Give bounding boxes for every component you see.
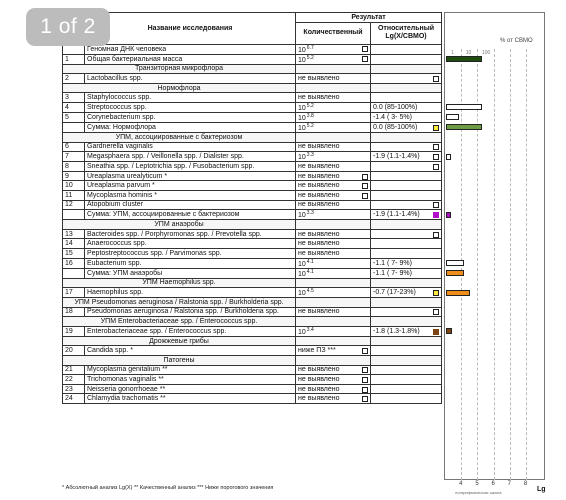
row-relative <box>371 346 442 356</box>
name-column-header: Название исследования <box>85 13 296 45</box>
row-name: Neisseria gonorrhoeae ** <box>85 384 296 394</box>
checkbox-icon <box>362 56 368 62</box>
section-label: Нормофлора <box>63 83 296 93</box>
table-row <box>63 239 442 249</box>
row-quantitative <box>296 181 371 191</box>
color-marker-icon <box>433 144 439 150</box>
row-relative <box>371 268 442 278</box>
table-row <box>63 181 442 191</box>
chart-bar <box>446 56 482 62</box>
table-row <box>63 326 442 336</box>
checkbox-icon <box>362 367 368 373</box>
quantitative-exponent: 3.3 <box>306 152 314 159</box>
row-name: Ureaplasma parvum * <box>85 181 296 191</box>
quantitative-value: не выявлено <box>298 182 340 190</box>
quantitative-exponent: 3.3 <box>306 210 314 217</box>
row-relative <box>371 181 442 191</box>
table-row <box>63 288 442 298</box>
quantitative-value: не выявлено <box>298 143 340 151</box>
relative-chart <box>444 12 545 482</box>
row-quantitative <box>296 384 371 394</box>
row-number: 17 <box>63 288 85 298</box>
row-number: 18 <box>63 307 85 317</box>
color-marker-icon <box>433 290 439 296</box>
row-number: 6 <box>63 142 85 152</box>
row-number: 10 <box>63 181 85 191</box>
table-header-row <box>63 13 442 23</box>
result-column-header: Результат <box>296 13 442 23</box>
row-quantitative <box>296 210 371 220</box>
quantitative-value: не выявлено <box>298 230 340 238</box>
row-number: 13 <box>63 229 85 239</box>
section-empty-cell <box>371 317 442 327</box>
color-marker-icon <box>433 154 439 160</box>
row-number: 21 <box>63 365 85 375</box>
row-name: Streptococcus spp. <box>85 102 296 112</box>
row-quantitative <box>296 162 371 172</box>
quantitative-value: ниже ПЗ *** <box>298 347 336 355</box>
row-quantitative <box>296 346 371 356</box>
quantitative-value: не выявлено <box>298 376 340 384</box>
chart-axis-note: логарифмическая шкала <box>455 490 502 495</box>
row-quantitative <box>296 200 371 210</box>
quantitative-value: не выявлено <box>298 201 340 209</box>
row-name: Haemophilus spp. <box>85 288 296 298</box>
row-relative <box>371 152 442 162</box>
row-relative <box>371 122 442 132</box>
table-row <box>63 346 442 356</box>
top-scale-label: 1 <box>451 50 454 56</box>
table-row <box>63 248 442 258</box>
table-row <box>63 54 442 64</box>
row-quantitative <box>296 190 371 200</box>
row-relative <box>371 229 442 239</box>
section-empty-cell <box>296 132 371 142</box>
row-name: Ureaplasma urealyticum * <box>85 171 296 181</box>
section-label: УПМ, ассоциированные с бактериозом <box>63 132 296 142</box>
row-quantitative <box>296 93 371 103</box>
table-row <box>63 307 442 317</box>
section-header-row <box>63 64 442 74</box>
row-quantitative <box>296 365 371 375</box>
table-row <box>63 122 442 132</box>
row-number: 1 <box>63 54 85 64</box>
table-row <box>63 44 442 54</box>
row-number: 16 <box>63 258 85 268</box>
table-row <box>63 74 442 84</box>
section-empty-cell <box>371 83 442 93</box>
chart-bar <box>446 104 482 110</box>
row-name: Lactobacillus spp. <box>85 74 296 84</box>
table-row <box>63 375 442 385</box>
row-quantitative <box>296 258 371 268</box>
row-quantitative <box>296 239 371 249</box>
section-empty-cell <box>296 356 371 366</box>
quantitative-value: не выявлено <box>298 74 340 82</box>
quantitative-value: 10 <box>298 212 306 220</box>
quantitative-value: 10 <box>298 154 306 162</box>
color-marker-icon <box>433 212 439 218</box>
relative-value: 0.0 (85-100%) <box>373 123 418 131</box>
footnote: * Абсолютный анализ Lg(X) ** Качественный анализ *** Ниже порогового значения <box>62 485 274 491</box>
x-tick-label: 4 <box>459 481 463 487</box>
grid-line <box>526 49 527 480</box>
row-relative <box>371 307 442 317</box>
table-row <box>63 152 442 162</box>
section-empty-cell <box>371 132 442 142</box>
table-row <box>63 384 442 394</box>
table-row <box>63 162 442 172</box>
row-name: Pseudomonas aeruginosa / Ralstonia spp. / Burkholderia spp. <box>85 307 296 317</box>
section-label: Дрожжевые грибы <box>63 336 296 346</box>
row-quantitative <box>296 102 371 112</box>
row-name: Trichomonas vaginalis ** <box>85 375 296 385</box>
row-number: 15 <box>63 248 85 258</box>
quantitative-value: 10 <box>298 104 306 112</box>
row-number: 14 <box>63 239 85 249</box>
x-tick-label: 6 <box>491 481 495 487</box>
row-name: Candida spp. * <box>85 346 296 356</box>
section-header-row <box>63 132 442 142</box>
row-relative <box>371 44 442 54</box>
row-number: 19 <box>63 326 85 336</box>
quantitative-exponent: 3.4 <box>306 326 314 333</box>
checkbox-icon <box>362 396 368 402</box>
row-number: 8 <box>63 162 85 172</box>
quantitative-value: 10 <box>298 114 306 122</box>
section-empty-cell <box>371 220 442 230</box>
table-row <box>63 210 442 220</box>
checkbox-icon <box>362 183 368 189</box>
row-relative <box>371 210 442 220</box>
row-relative <box>371 239 442 249</box>
row-quantitative <box>296 248 371 258</box>
results-table-body <box>63 44 442 403</box>
section-empty-cell <box>371 336 442 346</box>
quantitative-value: не выявлено <box>298 385 340 393</box>
quantitative-value: не выявлено <box>298 94 340 102</box>
section-header-row <box>63 336 442 346</box>
row-name: Mycoplasma genitalium ** <box>85 365 296 375</box>
section-header-row <box>63 298 442 308</box>
quantitative-exponent: 6.7 <box>306 44 314 51</box>
row-name: Peptostreptococcus spp. / Parvimonas spp. <box>85 248 296 258</box>
quantitative-value: не выявлено <box>298 308 340 316</box>
section-header-row <box>63 220 442 230</box>
row-name: Anaerococcus spp. <box>85 239 296 249</box>
quantitative-value: не выявлено <box>298 191 340 199</box>
section-empty-cell <box>296 278 371 288</box>
row-number: 23 <box>63 384 85 394</box>
section-label: Транзиторная микрофлора <box>63 64 296 74</box>
chart-bar <box>446 114 459 120</box>
row-quantitative <box>296 142 371 152</box>
row-name: Enterobacteriaceae spp. / Enterococcus spp. <box>85 326 296 336</box>
section-empty-cell <box>296 336 371 346</box>
grid-line <box>494 49 495 480</box>
row-relative <box>371 171 442 181</box>
quantitative-exponent: 4.5 <box>306 288 314 295</box>
row-relative <box>371 162 442 172</box>
quantitative-value: не выявлено <box>298 366 340 374</box>
checkbox-icon <box>362 193 368 199</box>
chart-bar <box>446 212 451 218</box>
relative-value: -1.9 (1.1-1.4%) <box>373 211 420 219</box>
chart-bar <box>446 124 482 130</box>
section-label: УПМ анаэробы <box>63 220 296 230</box>
section-empty-cell <box>296 317 371 327</box>
row-quantitative <box>296 112 371 122</box>
row-quantitative <box>296 152 371 162</box>
quantitative-exponent: 4.1 <box>306 268 314 275</box>
section-empty-cell <box>371 298 442 308</box>
row-number: 12 <box>63 200 85 210</box>
row-relative <box>371 326 442 336</box>
row-name: Eubacterium spp. <box>85 258 296 268</box>
row-number: 22 <box>63 375 85 385</box>
row-quantitative <box>296 229 371 239</box>
color-marker-icon <box>433 202 439 208</box>
checkbox-icon <box>362 348 368 354</box>
quantitative-value: 10 <box>298 46 306 54</box>
row-quantitative <box>296 326 371 336</box>
section-empty-cell <box>296 220 371 230</box>
row-relative <box>371 112 442 122</box>
row-quantitative <box>296 307 371 317</box>
row-relative <box>371 365 442 375</box>
quantitative-value: 10 <box>298 290 306 298</box>
row-relative <box>371 375 442 385</box>
row-relative <box>371 248 442 258</box>
quantitative-value: 10 <box>298 56 306 64</box>
row-number: 3 <box>63 93 85 103</box>
chart-bar <box>446 154 451 160</box>
row-quantitative <box>296 171 371 181</box>
results-table <box>62 12 442 404</box>
chart-bar <box>446 270 464 276</box>
quantitative-exponent: 3.8 <box>306 112 314 119</box>
quantitative-value: не выявлено <box>298 395 340 403</box>
quantitative-value: 10 <box>298 328 306 336</box>
x-tick-label: 7 <box>507 481 511 487</box>
chart-plot-area <box>445 49 544 480</box>
row-relative <box>371 258 442 268</box>
row-number: 5 <box>63 112 85 122</box>
row-name: Bacteroides spp. / Porphyromonas spp. / Prevotella spp. <box>85 229 296 239</box>
section-empty-cell <box>296 298 371 308</box>
row-name: Megasphaera spp. / Veillonella spp. / Dialister spp. <box>85 152 296 162</box>
row-number: 24 <box>63 394 85 404</box>
chart-bar <box>446 328 452 334</box>
quantitative-exponent: 5.2 <box>306 102 314 109</box>
relative-value: -1.8 (1.3-1.8%) <box>373 327 420 335</box>
page-indicator-badge: 1 of 2 <box>26 8 110 46</box>
quantitative-value: не выявлено <box>298 249 340 257</box>
relative-value: -1.1 ( 7- 9%) <box>373 259 412 267</box>
top-scale-label: 100 <box>481 50 491 56</box>
x-tick-label: 5 <box>475 481 479 487</box>
section-empty-cell <box>371 356 442 366</box>
table-row <box>63 93 442 103</box>
row-number <box>63 210 85 220</box>
row-number: 9 <box>63 171 85 181</box>
row-quantitative <box>296 394 371 404</box>
color-marker-icon <box>433 76 439 82</box>
section-label: УПМ Haemophilus spp. <box>63 278 296 288</box>
color-marker-icon <box>433 232 439 238</box>
chart-axis-label: Lg <box>537 486 546 493</box>
checkbox-icon <box>362 46 368 52</box>
relative-value: -1.4 ( 3- 5%) <box>373 113 412 121</box>
table-row <box>63 268 442 278</box>
row-relative <box>371 384 442 394</box>
row-name: Геномная ДНК человека <box>85 44 296 54</box>
row-quantitative <box>296 122 371 132</box>
section-header-row <box>63 278 442 288</box>
row-name: Corynebacterium spp. <box>85 112 296 122</box>
chart-caption: % от СВМО <box>500 38 533 44</box>
section-label: УПМ Enterobacteriaceae spp. / Enterococcus spp. <box>63 317 296 327</box>
quantitative-exponent: 5.2 <box>306 54 314 61</box>
checkbox-icon <box>362 377 368 383</box>
chart-bar <box>446 260 464 266</box>
table-row <box>63 365 442 375</box>
row-relative <box>371 190 442 200</box>
row-number: 7 <box>63 152 85 162</box>
row-name: Общая бактериальная масса <box>85 54 296 64</box>
table-row <box>63 142 442 152</box>
row-relative <box>371 74 442 84</box>
section-empty-cell <box>296 64 371 74</box>
row-name: Сумма: УПМ анаэробы <box>85 268 296 278</box>
quantitative-column-header: Количественный <box>296 22 371 44</box>
section-empty-cell <box>371 278 442 288</box>
section-header-row <box>63 83 442 93</box>
top-scale-label: 10 <box>465 50 472 56</box>
grid-line <box>510 49 511 480</box>
row-name: Gardnerella vaginalis <box>85 142 296 152</box>
table-row <box>63 102 442 112</box>
relative-value: 0.0 (85-100%) <box>373 103 418 111</box>
table-row <box>63 171 442 181</box>
checkbox-icon <box>362 174 368 180</box>
relative-value: -1.9 (1.1-1.4%) <box>373 153 420 161</box>
table-row <box>63 200 442 210</box>
row-name: Сумма: УПМ, ассоциированные с бактериозом <box>85 210 296 220</box>
section-label: Патогены <box>63 356 296 366</box>
color-marker-icon <box>433 125 439 131</box>
row-number: 20 <box>63 346 85 356</box>
row-quantitative <box>296 375 371 385</box>
row-name: Сумма: Нормофлора <box>85 122 296 132</box>
color-marker-icon <box>433 164 439 170</box>
row-name: Atopobium cluster <box>85 200 296 210</box>
row-relative <box>371 142 442 152</box>
row-relative <box>371 93 442 103</box>
row-relative <box>371 288 442 298</box>
row-name: Sneathia spp. / Leptotrichia spp. / Fusobacterium spp. <box>85 162 296 172</box>
quantitative-value: не выявлено <box>298 172 340 180</box>
grid-line <box>477 49 478 480</box>
row-quantitative <box>296 268 371 278</box>
section-header-row <box>63 356 442 366</box>
quantitative-value: 10 <box>298 260 306 268</box>
table-row <box>63 190 442 200</box>
section-empty-cell <box>371 64 442 74</box>
quantitative-value: не выявлено <box>298 162 340 170</box>
color-marker-icon <box>433 329 439 335</box>
section-label: УПМ Pseudomonas aeruginosa / Ralstonia spp. / Burkholderia spp. <box>63 298 296 308</box>
table-row <box>63 258 442 268</box>
row-relative <box>371 102 442 112</box>
quantitative-exponent: 5.2 <box>306 122 314 129</box>
row-relative <box>371 54 442 64</box>
color-marker-icon <box>433 309 439 315</box>
relative-value: -1.1 ( 7- 9%) <box>373 269 412 277</box>
section-empty-cell <box>296 83 371 93</box>
row-quantitative <box>296 74 371 84</box>
row-relative <box>371 200 442 210</box>
row-number: 2 <box>63 74 85 84</box>
row-name: Mycoplasma hominis * <box>85 190 296 200</box>
relative-column-header: Относительный Lg(X/CBMO) <box>371 22 442 44</box>
x-tick-label: 8 <box>523 481 528 487</box>
row-number <box>63 268 85 278</box>
table-row <box>63 229 442 239</box>
table-row <box>63 394 442 404</box>
table-row <box>63 112 442 122</box>
row-number <box>63 122 85 132</box>
quantitative-exponent: 4.1 <box>306 258 314 265</box>
row-name: Staphylococcus spp. <box>85 93 296 103</box>
row-quantitative <box>296 288 371 298</box>
row-name: Chlamydia trachomatis ** <box>85 394 296 404</box>
row-number: 11 <box>63 190 85 200</box>
row-quantitative <box>296 44 371 54</box>
row-number: 4 <box>63 102 85 112</box>
quantitative-value: 10 <box>298 270 306 278</box>
checkbox-icon <box>362 387 368 393</box>
relative-value: -0.7 (17-23%) <box>373 289 416 297</box>
chart-bar <box>446 290 470 296</box>
section-header-row <box>63 317 442 327</box>
row-quantitative <box>296 54 371 64</box>
quantitative-value: 10 <box>298 124 306 132</box>
quantitative-value: не выявлено <box>298 240 340 248</box>
row-relative <box>371 394 442 404</box>
